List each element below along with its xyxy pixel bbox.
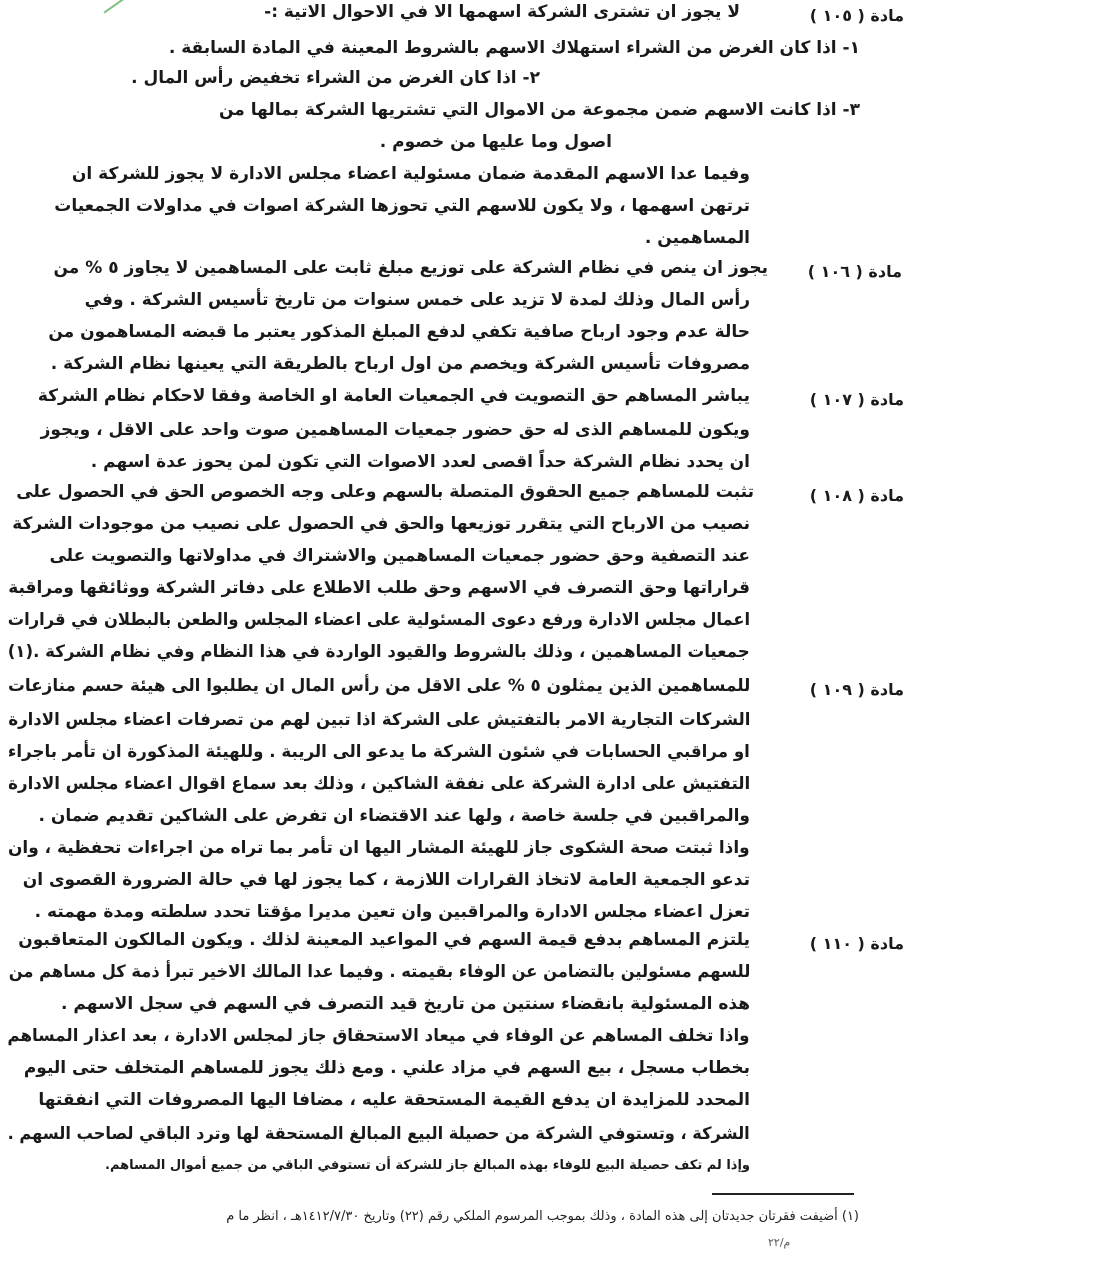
article-label: مادة ( ١٠٩ ): [809, 680, 904, 699]
article-line: الشركة ، وتستوفي الشركة من حصيلة البيع المبالغ المستحقة لها وترد الباقي لصاحب السهم .: [7, 1124, 750, 1144]
article-line: يلتزم المساهم بدفع قيمة السهم في المواعيد المعينة لذلك . ويكون المالكون المتعاقبون: [18, 930, 750, 950]
article-line: مصروفات تأسيس الشركة ويخصم من اول ارباح بالطريقة التي يعينها نظام الشركة .: [50, 354, 750, 374]
article-line: للمساهمين الذين يمثلون ٥ % على الاقل من رأس المال ان يطلبوا الى هيئة حسم منازعات: [7, 676, 750, 696]
article-line: المحدد للمزايدة ان يدفع القيمة المستحقة عليه ، مضافا اليها المصروفات التي انفقتها: [38, 1090, 750, 1110]
article-line: والمراقبين في جلسة خاصة ، ولها عند الاقتضاء ان تفرض على الشاكين تقديم ضمان .: [38, 806, 750, 826]
article-line: لا يجوز ان تشترى الشركة اسهمها الا في الاحوال الاتية :-: [264, 2, 740, 22]
article-label: مادة ( ١٠٧ ): [809, 390, 904, 409]
footnote: (١) أضيفت فقرتان جديدتان إلى هذه المادة ، وذلك بموجب المرسوم الملكي رقم (٢٢) وتاريخ ١٤١٢/٧/٣٠هـ ، انظر ما م: [226, 1209, 859, 1224]
article-line: ١- اذا كان الغرض من الشراء استهلاك الاسهم بالشروط المعينة في المادة السابقة .: [168, 38, 860, 58]
corner-mark: [92, 0, 126, 13]
article-line: للسهم مسئولين بالتضامن عن الوفاء بقيمته . وفيما عدا المالك الاخير تبرأ ذمة كل مساهم من: [8, 962, 750, 982]
article-line: المساهمين .: [644, 228, 750, 248]
article-110: [7, 930, 904, 1180]
article-line: التفتيش على ادارة الشركة على نفقة الشاكين ، وذلك بعد سماع اقوال اعضاء مجلس الادارة: [7, 774, 750, 794]
article-line: قراراتها وحق التصرف في الاسهم وحق طلب الاطلاع على دفاتر الشركة ووثائقها ومراقبة: [8, 578, 750, 598]
article-106: [48, 258, 902, 378]
article-line: ويكون للمساهم الذى له حق حضور جمعيات المساهمين صوت واحد على الاقل ، ويجوز: [40, 420, 750, 440]
article-line: ٢- اذا كان الغرض من الشراء تخفيض رأس المال .: [131, 68, 540, 88]
article-line: ان يحدد نظام الشركة حداً اقصى لعدد الاصوات التي تكون لمن يحوز عدة اسهم .: [90, 452, 750, 472]
article-line: ٣- اذا كانت الاسهم ضمن مجموعة من الاموال التي تشتريها الشركة بمالها من: [219, 100, 860, 120]
article-line: تدعو الجمعية العامة لاتخاذ القرارات اللازمة ، كما يجوز لها في حالة الضرورة القصوى ان: [22, 870, 750, 890]
footnote-continuation: م/٢٢: [768, 1236, 791, 1249]
article-line: اعمال مجلس الادارة ورفع دعوى المسئولية على اعضاء المجلس والطعن بالبطلان في قرارات: [7, 610, 750, 630]
article-line: اصول وما عليها من خصوم .: [379, 132, 612, 152]
article-line: تثبت للمساهم جميع الحقوق المتصلة بالسهم وعلى وجه الخصوص الحق في الحصول على: [16, 482, 754, 502]
article-105: [54, 2, 904, 252]
article-line: حالة عدم وجود ارباح صافية تكفي لدفع المبلغ المذكور يعتبر ما قبضه المساهمون من: [48, 322, 750, 342]
article-line: نصيب من الارباح التي يتقرر توزيعها والحق في الحصول على نصيب من موجودات الشركة: [12, 514, 750, 534]
article-108: [7, 482, 904, 662]
article-line: واذا تخلف المساهم عن الوفاء في ميعاد الاستحقاق جاز لمجلس الادارة ، بعد اعذار المساهم: [7, 1026, 750, 1046]
article-line: جمعيات المساهمين ، وذلك بالشروط والقيود الواردة في هذا النظام وفي نظام الشركة .(١): [7, 642, 750, 662]
article-label: مادة ( ١٠٨ ): [809, 486, 904, 505]
footnote-divider: [712, 1193, 854, 1195]
article-line: تعزل اعضاء مجلس الادارة والمراقبين وان تعين مديرا مؤقتا تحدد سلطته ومدة مهمته .: [34, 902, 750, 922]
article-label: مادة ( ١٠٦ ): [807, 262, 902, 281]
article-line: واذا ثبتت صحة الشكوى جاز للهيئة المشار اليها ان تأمر بما تراه من اجراءات تحفظية ، وان: [8, 838, 750, 858]
article-line: يباشر المساهم حق التصويت في الجمعيات العامة او الخاصة وفقا لاحكام نظام الشركة: [37, 386, 750, 406]
article-line: هذه المسئولية بانقضاء سنتين من تاريخ قيد التصرف في السهم في سجل الاسهم .: [61, 994, 750, 1014]
article-107: [37, 386, 904, 476]
article-line: الشركات التجارية الامر بالتفتيش على الشركة اذا تبين لهم من تصرفات اعضاء مجلس الادارة: [7, 710, 750, 730]
article-line: او مراقبي الحسابات في شئون الشركة ما يدعو الى الريبة . وللهيئة المذكورة ان تأمر باجراء: [8, 742, 750, 762]
article-label: مادة ( ١١٠ ): [809, 934, 904, 953]
article-label: مادة ( ١٠٥ ): [809, 6, 904, 25]
article-109: [7, 676, 904, 922]
article-line: بخطاب مسجل ، بيع السهم في مزاد علني . ومع ذلك يجوز للمساهم المتخلف حتى اليوم: [23, 1058, 750, 1078]
article-line: وفيما عدا الاسهم المقدمة ضمان مسئولية اعضاء مجلس الادارة لا يجوز للشركة ان: [71, 164, 750, 184]
article-line: ترتهن اسهمها ، ولا يكون للاسهم التي تحوزها الشركة اصوات في مداولات الجمعيات: [54, 196, 750, 216]
article-line: يجوز ان ينص في نظام الشركة على توزيع مبلغ ثابت على المساهمين لا يجاوز ٥ % من: [53, 258, 768, 278]
article-line: رأس المال وذلك لمدة لا تزيد على خمس سنوات من تاريخ تأسيس الشركة . وفي: [84, 290, 750, 310]
article-line: وإذا لم تكف حصيلة البيع للوفاء بهذه المبالغ جاز للشركة أن تستوفي الباقي من جميع أموال المساهم.: [105, 1158, 750, 1173]
article-line: عند التصفية وحق حضور جمعيات المساهمين والاشتراك في مداولاتها والتصويت على: [49, 546, 750, 566]
